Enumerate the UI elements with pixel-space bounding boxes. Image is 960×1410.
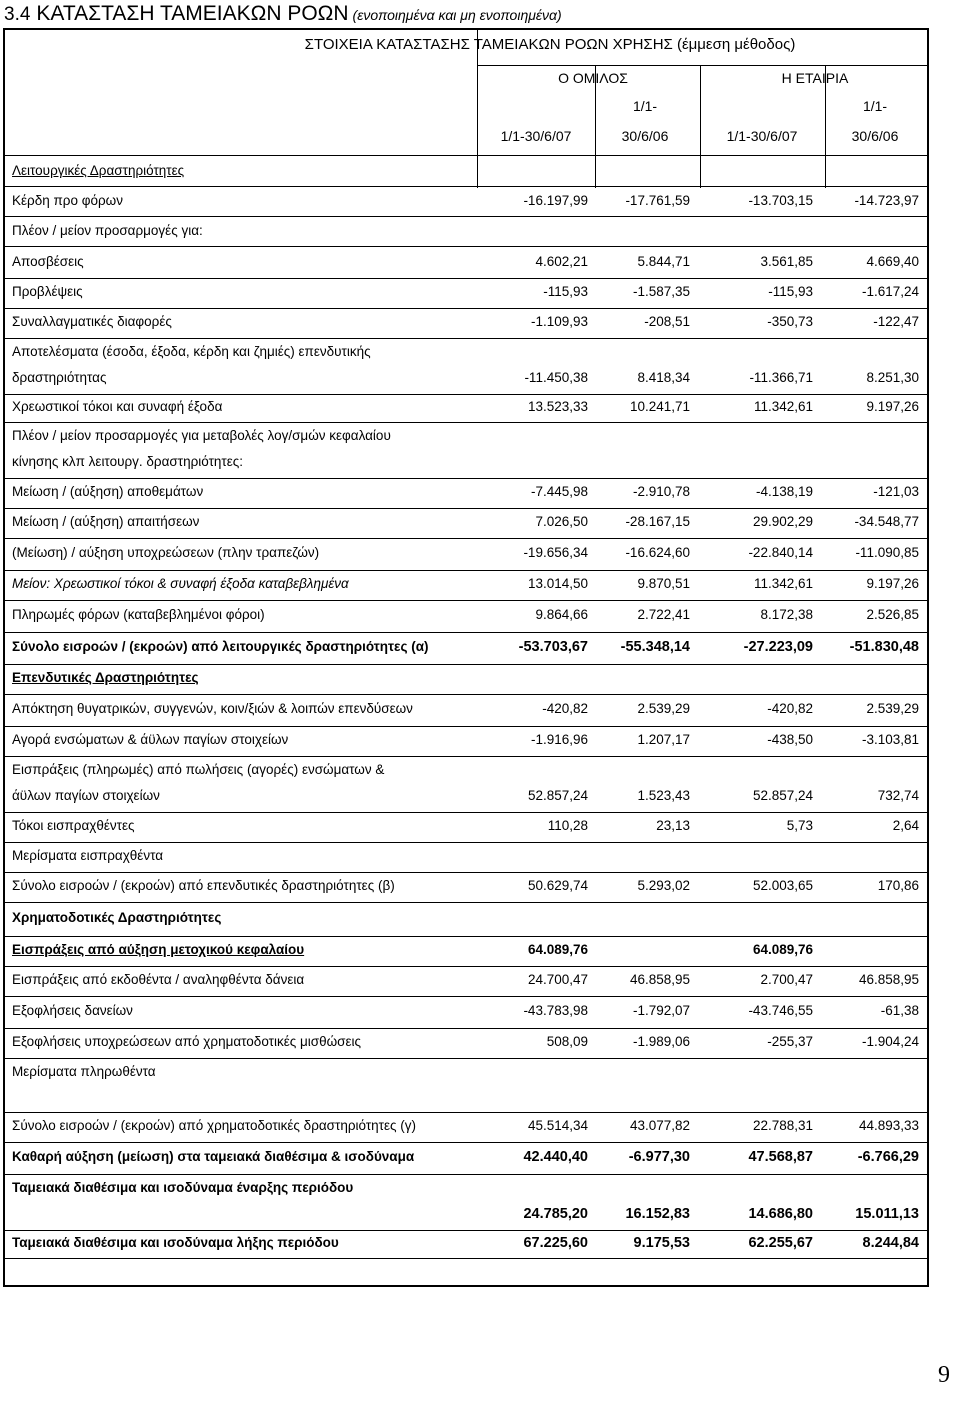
row-value-col-4: 46.858,95	[858, 972, 919, 987]
row-value-col-2: -6.977,30	[628, 1149, 690, 1165]
row-value-col-1: 45.514,34	[527, 1118, 588, 1133]
table-row	[3, 478, 929, 508]
table-row	[3, 508, 929, 538]
row-label: Αποτελέσματα (έσοδα, έξοδα, κέρδη και ζημιές) επενδυτικής	[12, 344, 371, 359]
table-row	[3, 338, 929, 394]
table-row	[3, 1174, 929, 1230]
row-value-col-3: 11.342,61	[753, 399, 813, 414]
row-label: Μερίσματα εισπραχθέντα	[12, 848, 164, 863]
row-divider	[3, 570, 929, 571]
row-divider	[3, 694, 929, 695]
row-value-col-2: 5.844,71	[637, 254, 690, 269]
row-label: Εισπράξεις από αύξηση μετοχικού κεφαλαίου	[12, 942, 305, 957]
row-value-col-4: -34.548,77	[854, 514, 919, 529]
row-label: Σύνολο εισροών / (εκροών) από επενδυτικές δραστηριότητες (β)	[12, 878, 395, 893]
row-value-col-3: -27.223,09	[743, 639, 813, 655]
table-row	[3, 1230, 929, 1258]
row-value-col-2: -2.910,78	[632, 484, 690, 499]
row-value-col-2: 5.293,02	[637, 878, 690, 893]
period-header-company-2006-line1: 1/1-	[862, 98, 888, 114]
row-divider	[3, 996, 929, 997]
table-row	[3, 158, 929, 186]
row-value-col-4: 732,74	[877, 788, 919, 803]
table-row	[3, 422, 929, 478]
row-value-col-1: -11.450,38	[524, 370, 588, 385]
row-value-col-1: 24.785,20	[523, 1206, 588, 1222]
row-divider	[3, 812, 929, 813]
table-row	[3, 812, 929, 842]
row-value-col-1: 13.523,33	[527, 399, 588, 414]
table-row	[3, 872, 929, 902]
row-divider	[3, 216, 929, 217]
row-label-continued: κίνησης κλπ λειτουργ. δραστηριότητες:	[12, 454, 244, 469]
row-label: Απόκτηση θυγατρικών, συγγενών, κοιν/ξιών & λοιπών επενδύσεων	[12, 701, 413, 716]
row-label: Εισπράξεις (πληρωμές) από πωλήσεις (αγορές) ενσώματων &	[12, 762, 385, 777]
row-value-col-1: 42.440,40	[523, 1149, 588, 1165]
row-value-col-4: -1.904,24	[861, 1034, 919, 1049]
row-value-col-2: 23,13	[656, 818, 690, 833]
row-label: Αγορά ενσώματων & άϋλων παγίων στοιχείων	[12, 732, 289, 747]
row-label-continued: δραστηριότητας	[12, 370, 107, 385]
row-divider	[3, 936, 929, 937]
table-row	[3, 188, 929, 216]
row-value-col-3: -22.840,14	[748, 545, 813, 560]
row-value-col-4: 2.539,29	[866, 701, 919, 716]
row-value-col-4: 15.011,13	[855, 1206, 919, 1222]
row-value-col-3: -115,93	[768, 284, 813, 299]
row-value-col-3: -13.703,15	[748, 193, 813, 208]
row-value-col-1: 13.014,50	[527, 576, 588, 591]
table-row	[3, 248, 929, 278]
row-value-col-2: -1.989,06	[632, 1034, 690, 1049]
row-divider	[3, 1174, 929, 1175]
row-label: Ταμειακά διαθέσιμα και ισοδύναμα λήξης περιόδου	[12, 1235, 339, 1250]
row-value-col-1: -19.656,34	[523, 545, 588, 560]
row-value-col-4: 8.244,84	[862, 1235, 919, 1251]
row-value-col-3: 52.857,24	[752, 788, 813, 803]
row-value-col-1: 67.225,60	[523, 1235, 588, 1251]
table-row	[3, 1112, 929, 1142]
row-divider	[3, 726, 929, 727]
table-row	[3, 1058, 929, 1112]
table-row	[3, 664, 929, 694]
section-title: ΚΑΤΑΣΤΑΣΗ ΤΑΜΕΙΑΚΩΝ ΡΟΩΝ	[36, 2, 349, 25]
row-value-col-4: -6.766,29	[857, 1149, 919, 1165]
row-value-col-3: -350,73	[767, 314, 813, 329]
row-label: Ταμειακά διαθέσιμα και ισοδύναμα έναρξης περιόδου	[12, 1180, 354, 1195]
row-value-col-4: -61,38	[880, 1003, 919, 1018]
row-value-col-4: 4.669,40	[866, 254, 919, 269]
row-divider	[3, 478, 929, 479]
row-divider	[3, 308, 929, 309]
row-value-col-2: -28.167,15	[625, 514, 690, 529]
row-value-col-2: 1.523,43	[637, 788, 690, 803]
row-value-col-1: 508,09	[546, 1034, 588, 1049]
row-value-col-2: -17.761,59	[625, 193, 690, 208]
row-label: Μείωση / (αύξηση) απαιτήσεων	[12, 514, 200, 529]
row-value-col-1: 9.864,66	[535, 607, 588, 622]
row-value-col-1: 64.089,76	[527, 942, 588, 957]
row-value-col-4: 9.197,26	[866, 399, 919, 414]
header-bottom-divider	[3, 155, 929, 156]
table-row	[3, 936, 929, 966]
page-number: 9	[938, 1362, 950, 1388]
table-row	[3, 218, 929, 246]
row-divider	[3, 278, 929, 279]
row-value-col-1: -53.703,67	[518, 639, 588, 655]
section-number: 3.4	[4, 4, 31, 25]
row-value-col-4: -122,47	[873, 314, 919, 329]
row-label: Μερίσματα πληρωθέντα	[12, 1064, 156, 1079]
row-value-col-3: 5,73	[786, 818, 813, 833]
row-label-continued: άϋλων παγίων στοιχείων	[12, 788, 160, 803]
row-value-col-3: 11.342,61	[753, 576, 813, 591]
company-header: Η ΕΤΑΙΡΙΑ	[781, 70, 849, 86]
row-divider	[3, 186, 929, 187]
row-label: Χρεωστικοί τόκοι και συναφή έξοδα	[12, 399, 223, 414]
row-divider	[3, 664, 929, 665]
row-label: Προβλέψεις	[12, 284, 83, 299]
row-value-col-4: 2.526,85	[866, 607, 919, 622]
period-header-group-2007: 1/1-30/6/07	[500, 128, 572, 144]
row-label: Τόκοι εισπραχθέντες	[12, 818, 135, 833]
period-header-company-2006-line2: 30/6/06	[851, 128, 899, 144]
row-value-col-2: 9.870,51	[637, 576, 690, 591]
row-divider	[3, 872, 929, 873]
row-label: Εισπράξεις από εκδοθέντα / αναληφθέντα δάνεια	[12, 972, 305, 987]
table-row	[3, 996, 929, 1028]
row-value-col-2: -16.624,60	[625, 545, 690, 560]
row-value-col-4: -11.090,85	[855, 545, 919, 560]
table-row	[3, 308, 929, 338]
table-row	[3, 694, 929, 726]
row-label: Πληρωμές φόρων (καταβεβλημένοι φόροι)	[12, 607, 265, 622]
table-row	[3, 394, 929, 422]
row-divider	[3, 1142, 929, 1143]
row-label: Σύνολο εισροών / (εκροών) από χρηματοδοτικές δραστηριότητες (γ)	[12, 1118, 417, 1133]
row-value-col-3: 8.172,38	[760, 607, 813, 622]
row-value-col-4: -1.617,24	[861, 284, 919, 299]
row-divider	[3, 394, 929, 395]
row-value-col-1: 24.700,47	[527, 972, 588, 987]
row-value-col-3: 64.089,76	[752, 942, 813, 957]
table-row	[3, 756, 929, 812]
row-value-col-3: -420,82	[767, 701, 813, 716]
row-value-col-4: 9.197,26	[866, 576, 919, 591]
row-label: Πλέον / μείον προσαρμογές για μεταβολές λογ/σμών κεφαλαίου	[12, 428, 391, 443]
row-divider	[3, 600, 929, 601]
row-divider	[3, 902, 929, 903]
header-divider	[477, 65, 929, 66]
row-value-col-3: 52.003,65	[752, 878, 813, 893]
row-divider	[3, 756, 929, 757]
table-row	[3, 1028, 929, 1058]
row-label: Εξοφλήσεις δανείων	[12, 1003, 133, 1018]
section-subtitle: (ενοποιημένα και μη ενοποιημένα)	[352, 7, 562, 23]
row-label: Συναλλαγματικές διαφορές	[12, 314, 172, 329]
row-label: Χρηματοδοτικές Δραστηριότητες	[12, 910, 222, 925]
table-row	[3, 966, 929, 996]
row-value-col-2: -55.348,14	[620, 639, 690, 655]
row-value-col-3: -4.138,19	[755, 484, 813, 499]
row-value-col-3: -255,37	[767, 1034, 813, 1049]
row-value-col-3: 29.902,29	[752, 514, 813, 529]
row-value-col-2: 16.152,83	[625, 1206, 690, 1222]
table-row	[3, 726, 929, 756]
row-value-col-3: 62.255,67	[748, 1235, 813, 1251]
table-row	[3, 842, 929, 872]
table-row	[3, 278, 929, 308]
row-divider	[3, 508, 929, 509]
row-label: Καθαρή αύξηση (μείωση) στα ταμειακά διαθέσιμα & ισοδύναμα	[12, 1149, 415, 1164]
row-divider	[3, 422, 929, 423]
row-label: Μείωση / (αύξηση) αποθεμάτων	[12, 484, 204, 499]
row-value-col-2: -1.792,07	[632, 1003, 690, 1018]
row-value-col-1: -43.783,98	[523, 1003, 588, 1018]
row-value-col-2: -1.587,35	[632, 284, 690, 299]
row-label: Μείον: Χρεωστικοί τόκοι & συναφή έξοδα καταβεβλημένα	[12, 576, 349, 591]
row-value-col-2: 2.722,41	[637, 607, 690, 622]
row-label: Λειτουργικές Δραστηριότητες	[12, 163, 185, 178]
row-divider	[3, 246, 929, 247]
row-value-col-1: 50.629,74	[527, 878, 588, 893]
row-value-col-4: -3.103,81	[861, 732, 919, 747]
row-value-col-4: 170,86	[877, 878, 919, 893]
row-label: Επενδυτικές Δραστηριότητες	[12, 670, 199, 685]
table-row	[3, 1142, 929, 1174]
row-value-col-1: -115,93	[543, 284, 588, 299]
row-divider	[3, 538, 929, 539]
row-value-col-1: 52.857,24	[527, 788, 588, 803]
row-divider	[3, 1058, 929, 1059]
row-value-col-2: 9.175,53	[633, 1235, 690, 1251]
row-value-col-2: 1.207,17	[637, 732, 690, 747]
row-value-col-1: 110,28	[547, 818, 588, 833]
period-header-company-2007: 1/1-30/6/07	[726, 128, 798, 144]
row-label: Πλέον / μείον προσαρμογές για:	[12, 223, 203, 238]
row-divider	[3, 1112, 929, 1113]
row-value-col-4: 2,64	[892, 818, 919, 833]
row-label: Σύνολο εισροών / (εκροών) από λειτουργικές δραστηριότητες (α)	[12, 639, 429, 654]
row-label: Αποσβέσεις	[12, 254, 84, 269]
group-header: Ο ΟΜΙΛΟΣ	[558, 70, 628, 86]
row-value-col-4: -51.830,48	[849, 639, 919, 655]
row-divider	[3, 1258, 929, 1259]
row-divider	[3, 842, 929, 843]
table-row	[3, 570, 929, 600]
table-row	[3, 600, 929, 632]
row-value-col-3: -438,50	[767, 732, 813, 747]
row-value-col-1: -1.109,93	[530, 314, 588, 329]
row-divider	[3, 338, 929, 339]
period-header-group-2006-line1: 1/1-	[632, 98, 658, 114]
row-value-col-4: 44.893,33	[858, 1118, 919, 1133]
row-value-col-1: 7.026,50	[535, 514, 588, 529]
row-value-col-3: -11.366,71	[749, 370, 813, 385]
row-value-col-2: 46.858,95	[629, 972, 690, 987]
row-value-col-2: 10.241,71	[629, 399, 690, 414]
period-header-group-2006-line2: 30/6/06	[621, 128, 669, 144]
row-value-col-2: 43.077,82	[629, 1118, 690, 1133]
row-value-col-4: -14.723,97	[854, 193, 919, 208]
row-value-col-3: -43.746,55	[748, 1003, 813, 1018]
row-label: Κέρδη προ φόρων	[12, 193, 123, 208]
row-value-col-3: 22.788,31	[752, 1118, 813, 1133]
row-value-col-3: 2.700,47	[760, 972, 813, 987]
row-value-col-3: 47.568,87	[748, 1149, 813, 1165]
row-value-col-4: 8.251,30	[866, 370, 919, 385]
row-value-col-2: 8.418,34	[637, 370, 690, 385]
row-value-col-1: -7.445,98	[530, 484, 588, 499]
row-value-col-3: 3.561,85	[760, 254, 813, 269]
row-divider	[3, 1230, 929, 1231]
row-label: (Μείωση) / αύξηση υποχρεώσεων (πλην τραπεζών)	[12, 545, 320, 560]
table-row	[3, 538, 929, 570]
row-divider	[3, 1028, 929, 1029]
row-value-col-2: -208,51	[644, 314, 690, 329]
row-value-col-3: 14.686,80	[748, 1206, 813, 1222]
table-row	[3, 632, 929, 664]
row-divider	[3, 632, 929, 633]
table-row	[3, 902, 929, 936]
row-value-col-1: -16.197,99	[523, 193, 588, 208]
section-heading	[4, 2, 562, 26]
row-value-col-4: -121,03	[873, 484, 919, 499]
row-label: Εξοφλήσεις υποχρεώσεων από χρηματοδοτικές μισθώσεις	[12, 1034, 362, 1049]
table-title: ΣΤΟΙΧΕΙΑ ΚΑΤΑΣΤΑΣΗΣ ΤΑΜΕΙΑΚΩΝ ΡΟΩΝ ΧΡΗΣΗΣ (έμμεση μέθοδος)	[304, 36, 796, 53]
row-value-col-1: 4.602,21	[535, 254, 588, 269]
row-value-col-1: -420,82	[542, 701, 588, 716]
row-value-col-1: -1.916,96	[530, 732, 588, 747]
row-value-col-2: 2.539,29	[637, 701, 690, 716]
row-divider	[3, 966, 929, 967]
